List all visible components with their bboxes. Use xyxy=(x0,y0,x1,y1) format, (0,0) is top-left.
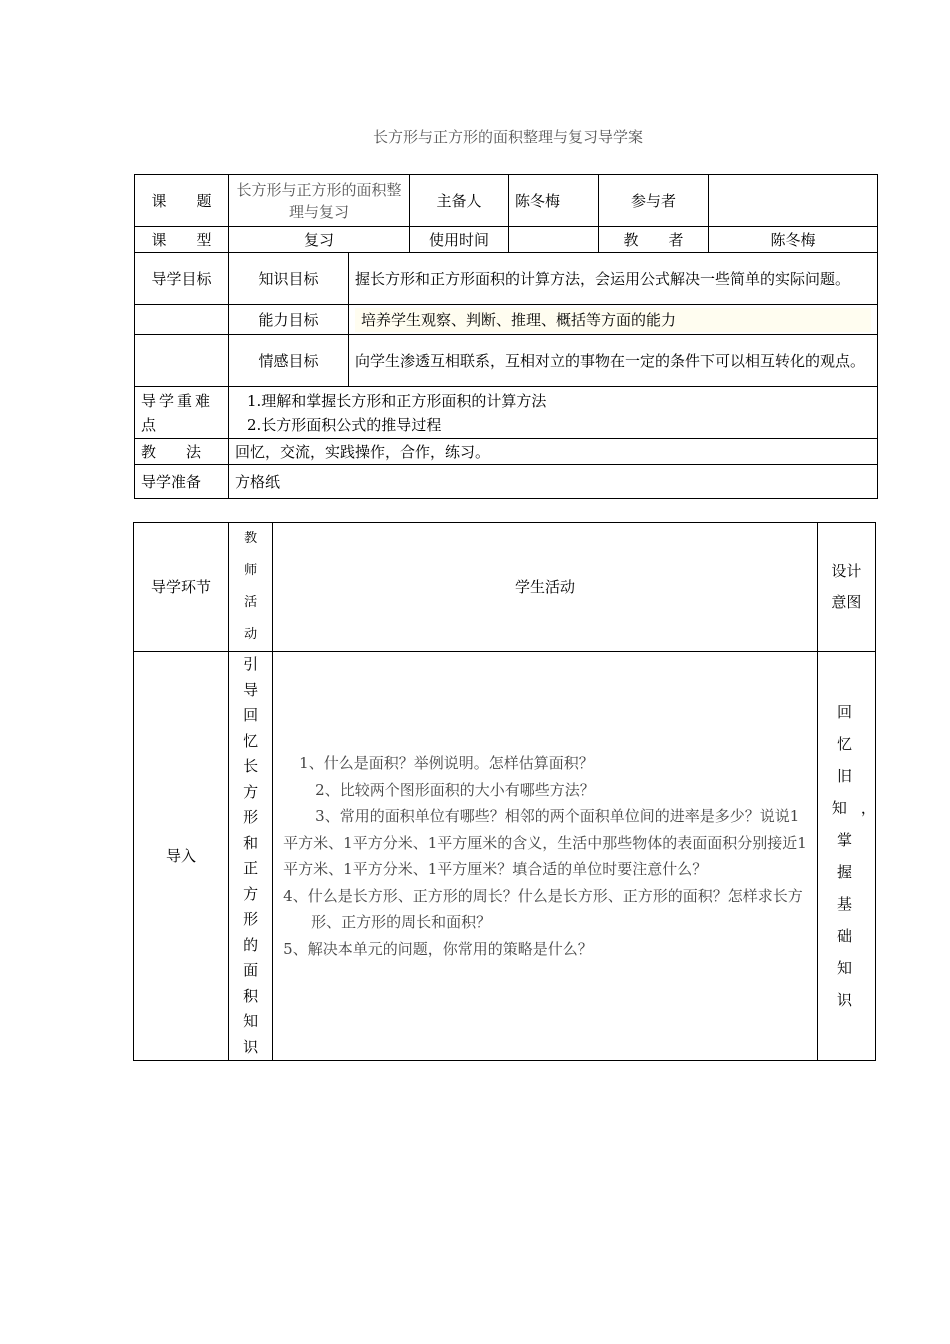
teacher-activity-value: 引导回忆长方形和正方形的面积知识 xyxy=(243,655,259,1056)
type-value: 复习 xyxy=(229,227,410,253)
lesson-info-table xyxy=(134,174,878,499)
method-label: 教 法 xyxy=(135,439,229,465)
emotion-label: 情感目标 xyxy=(229,335,349,387)
activity-table xyxy=(133,522,890,1061)
participants-label: 参与者 xyxy=(599,175,709,227)
time-value xyxy=(509,227,599,253)
stage-header: 导学环节 xyxy=(134,523,229,652)
lead-label: 主备人 xyxy=(410,175,509,227)
time-label: 使用时间 xyxy=(410,227,509,253)
ability-label: 能力目标 xyxy=(229,305,349,335)
key-item-2: 2.长方形面积公式的推导过程 xyxy=(247,415,442,434)
knowledge-label: 知识目标 xyxy=(229,253,349,305)
student-item-2: 2、比较两个图形面积的大小有哪些方法？ xyxy=(315,780,595,799)
student-item-4: 4、什么是长方形、正方形的周长？什么是长方形、正方形的面积？怎样求长方形、正方形的周长和面积？ xyxy=(283,886,803,931)
teacher-activity-header: 教师活动 xyxy=(244,531,258,642)
student-item-3: 3、常用的面积单位有哪些？相邻的两个面积单位间的进率是多少？说说1平方米、1平方分米、1平方厘米的含义，生活中那些物体的表面面积分别接近1平方米、1平方分米、1平方厘米？填合适的单位时要注意什么？ xyxy=(283,807,807,878)
key-label: 导学重难点 xyxy=(135,387,229,439)
teacher-label: 教 者 xyxy=(599,227,709,253)
student-item-1: 1、什么是面积？举例说明。怎样估算面积？ xyxy=(299,754,594,772)
topic-label: 课 题 xyxy=(135,175,229,227)
lead-value: 陈冬梅 xyxy=(509,175,599,227)
type-label: 课 型 xyxy=(135,227,229,253)
student-activity-header: 学生活动 xyxy=(273,523,818,652)
emotion-empty-cell xyxy=(135,335,229,387)
intent-value: 回忆旧知，掌握基础知识 xyxy=(831,703,890,1009)
emotion-value: 向学生渗透互相联系，互相对立的事物在一定的条件下可以相互转化的观点。 xyxy=(349,335,878,387)
topic-value: 长方形与正方形的面积整理与复习 xyxy=(229,175,410,227)
knowledge-value: 握长方形和正方形面积的计算方法，会运用公式解决一些简单的实际问题。 xyxy=(349,253,878,305)
participants-value xyxy=(709,175,878,227)
intent-header: 设计意图 xyxy=(831,562,862,611)
document-title: 长方形与正方形的面积整理与复习导学案 xyxy=(372,128,643,146)
ability-empty-cell xyxy=(135,305,229,335)
student-item-5: 5、解决本单元的问题，你常用的策略是什么？ xyxy=(283,939,593,958)
prep-value: 方格纸 xyxy=(229,465,878,499)
teacher-value: 陈冬梅 xyxy=(709,227,878,253)
goals-label: 导学目标 xyxy=(135,253,229,305)
stage-value: 导入 xyxy=(134,652,229,1061)
ability-value: 培养学生观察、判断、推理、概括等方面的能力 xyxy=(355,308,871,332)
method-value: 回忆，交流，实践操作，合作，练习。 xyxy=(229,439,878,465)
key-item-1: 1.理解和掌握长方形和正方形面积的计算方法 xyxy=(247,391,547,410)
prep-label: 导学准备 xyxy=(135,465,229,499)
